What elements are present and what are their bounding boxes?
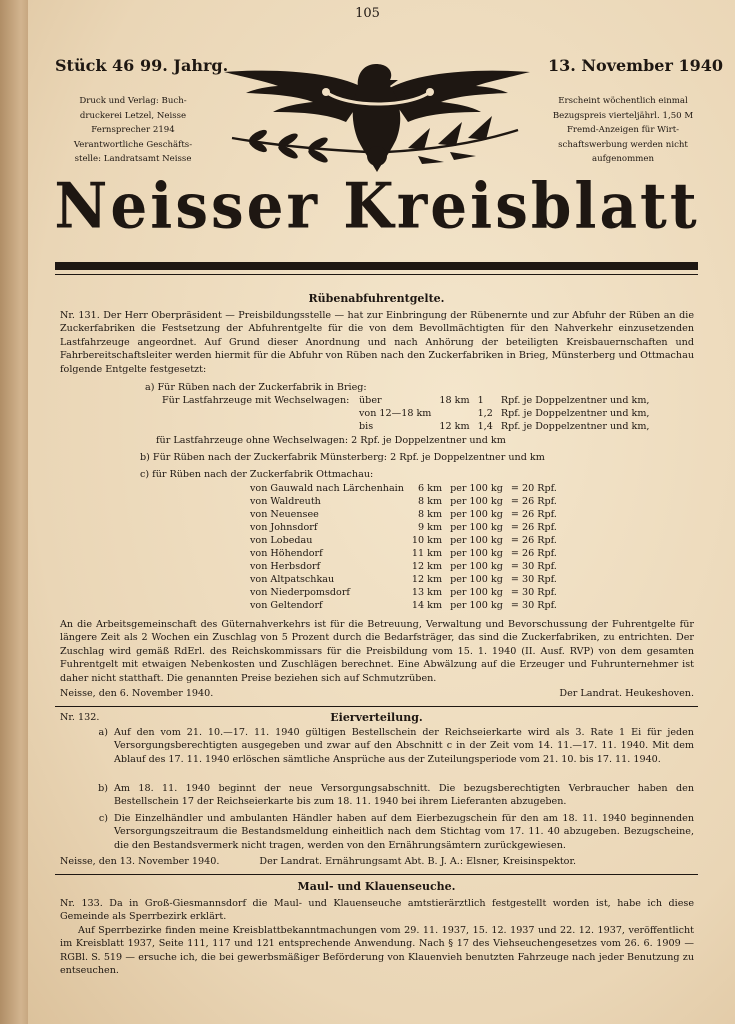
- section-divider: [55, 706, 698, 707]
- section-number-132: Nr. 132.: [60, 712, 100, 723]
- section-heading-131: Rübenabfuhrentgelte.: [308, 292, 445, 305]
- paragraph-131-outro: An die Arbeitsgemeinschaft des Güternahverkehrs ist für die Betreuung, Verwaltung und Bevorschussung der Fuhrentgelte für längere Zeit als 2 Wochen ein Zuschlag von 5 Prozent durch die Bedarfsträger, das sind die Zuckerfabriken, zu entrichten. Der Zuschlag wird gemäß RdErl. des Reichskommissars für die Preisbildung vom 15. 1. 1940 (II. Ausf. RVP) von dem gesamten Fuhrentgelt mit etwaigen Nebenkosten und Zuschlägen berechnet. Eine Abwälzung auf die Erzeuger und Fuhrunternehmer ist daher nicht statthaft. Die genannten Preise beziehen sich auf Schmutzrüben.: [60, 619, 694, 684]
- table-row: von Johnsdorf 9 km per 100 kg = 26 Rpf.: [250, 522, 557, 533]
- table-row: von Altpatschkau 12 km per 100 kg = 30 Rpf.: [250, 574, 557, 585]
- brieg-rates-table: [355, 394, 653, 433]
- signature-line-132: Neisse, den 13. November 1940. Der Landrat. Ernährungsamt Abt. B. J. A.: Elsner, Kreisinspektor.: [60, 856, 577, 867]
- list-item: a) Auf den vom 21. 10.—17. 11. 1940 gültigen Bestellschein der Reichseierkarte wird als 3. Rate 1 Ei für jeden Versorgungsberechtigten ausgegeben und zwar auf den Abschnitt c in der Zeit vom 14. 11.—17. 11. 1940. Mit dem Ablauf des 17. 11. 1940 erlöschen sämtliche Ansprüche aus der Zuteilungsperiode vom 21. 10. bis 17. 11. 1940.: [98, 727, 694, 765]
- item-a-last: für Lastfahrzeuge ohne Wechselwagen: 2 Rpf. je Doppelzentner und km: [156, 435, 506, 446]
- table-row: von Gauwald nach Lärchenhain 6 km per 100 kg = 20 Rpf.: [250, 483, 557, 494]
- section-heading-133: Maul- und Klauenseuche.: [297, 880, 456, 893]
- table-row: von Herbsdorf 12 km per 100 kg = 30 Rpf.: [250, 561, 557, 572]
- eagle-emblem-icon: [218, 60, 536, 178]
- list-item: c) Die Einzelhändler und ambulanten Händler haben auf dem Eierbezugschein für den am 18. 11. 1940 beginnenden Versorgungszeitraum die Bestandsmeldung einheitlich nach dem Stichtag vom 17. 11. 40 abzugeben. Bezugscheine, die den Bestandsvermerk nicht tragen, werden von den Ernährungsämtern zurückgewiesen.: [98, 813, 694, 851]
- binding-spine: [0, 0, 30, 1024]
- masthead-rule: [55, 262, 698, 270]
- table-row: von Höhendorf 11 km per 100 kg = 26 Rpf.: [250, 548, 557, 559]
- item-b-line: b) Für Rüben nach der Zuckerfabrik Münsterberg: 2 Rpf. je Doppelzentner und km: [140, 452, 545, 463]
- table-row: über 18 km 1 Rpf. je Doppelzentner und km,: [359, 395, 650, 406]
- masthead-title: Neisser Kreisblatt: [54, 169, 700, 243]
- table-row: von Geltendorf 14 km per 100 kg = 30 Rpf.: [250, 600, 557, 611]
- issue-number: Stück 46: [55, 56, 135, 75]
- signature-line-131: Neisse, den 6. November 1940. Der Landrat. Heukeshoven.: [60, 688, 694, 699]
- subscription-info: Erscheint wöchentlich einmal Bezugspreis vierteljährl. 1,50 M Fremd-Anzeigen für Wirt- schaftswerbung werden nicht aufgenommen: [552, 96, 694, 164]
- table-row: von Niederpomsdorf 13 km per 100 kg = 30 Rpf.: [250, 587, 557, 598]
- masthead-rule-thin: [55, 274, 698, 275]
- paragraph-131-intro: Nr. 131. Der Herr Oberpräsident — Preisbildungsstelle — hat zur Einbringung der Rübenernte und zur Abfuhr der Rüben an die Zuckerfabriken die Festsetzung der Abfuhrentgelte für die von dem Bevollmächtigten für den Nahverkehr einzusetzenden Lastfahrzeuge angeordnet. Auf Grund dieser Anordnung und nach Anhörung der beteiligten Kreisbauernschaften und Fahrbereitschaftsleiter werden hiermit für die Abfuhr von Rüben nach den Zuckerfabriken in Brieg, Münsterberg und Ottmachau folgende Entgelte festgesetzt:: [60, 310, 694, 375]
- paragraph-133: Nr. 133. Da in Groß-Giesmannsdorf die Maul- und Klauenseuche amtstierärztlich festgestellt worden ist, habe ich diese Gemeinde als Sperrbezirk erklärt. Auf Sperrbezirke finden meine Kreisblattbekanntmachungen vom 29. 11. 1937, 15. 12. 1937 und 22. 12. 1937, veröffentlicht im Kreisblatt 1937, Seite 111, 117 und 121 entsprechende Anwendung. Nach § 17 des Viehseuchengesetzes vom 26. 6. 1909 — RGBl. S. 519 — ersuche ich, die bei gewerbsmäßiger Beförderung von Klauenvieh benutzten Fahrzeuge nach jeder Benutzung zu entseuchen.: [60, 898, 694, 977]
- publisher-info: Druck und Verlag: Buch- druckerei Letzel, Neisse Fernsprecher 2194 Verantwortliche Geschäfts- stelle: Landratsamt Neisse: [73, 96, 193, 164]
- section-heading-132: Eierverteilung.: [330, 711, 423, 724]
- issue-date: 13. November 1940: [548, 56, 724, 75]
- section-divider: [55, 874, 698, 875]
- ottmachau-rates-table: [246, 482, 561, 612]
- item-a-title: a) Für Rüben nach der Zuckerfabrik in Brieg:: [145, 382, 367, 393]
- item-c-title: c) für Rüben nach der Zuckerfabrik Ottmachau:: [140, 469, 374, 480]
- page-number: 105: [355, 6, 380, 21]
- list-item: b) Am 18. 11. 1940 beginnt der neue Versorgungsabschnitt. Die bezugsberechtigten Verbraucher haben den Bestellschein 17 der Reichseierkarte bis zum 18. 11. 1940 bei ihrem Lieferanten abzugeben.: [98, 783, 694, 808]
- table-row: bis 12 km 1,4 Rpf. je Doppelzentner und km,: [359, 421, 650, 432]
- item-a-vehicle: Für Lastfahrzeuge mit Wechselwagen:: [162, 395, 350, 406]
- table-row: von Waldreuth 8 km per 100 kg = 26 Rpf.: [250, 496, 557, 507]
- table-row: von 12—18 km 1,2 Rpf. je Doppelzentner und km,: [359, 408, 650, 419]
- table-row: von Neuensee 8 km per 100 kg = 26 Rpf.: [250, 509, 557, 520]
- table-row: von Lobedau 10 km per 100 kg = 26 Rpf.: [250, 535, 557, 546]
- volume-year: 99. Jahrg.: [140, 56, 229, 75]
